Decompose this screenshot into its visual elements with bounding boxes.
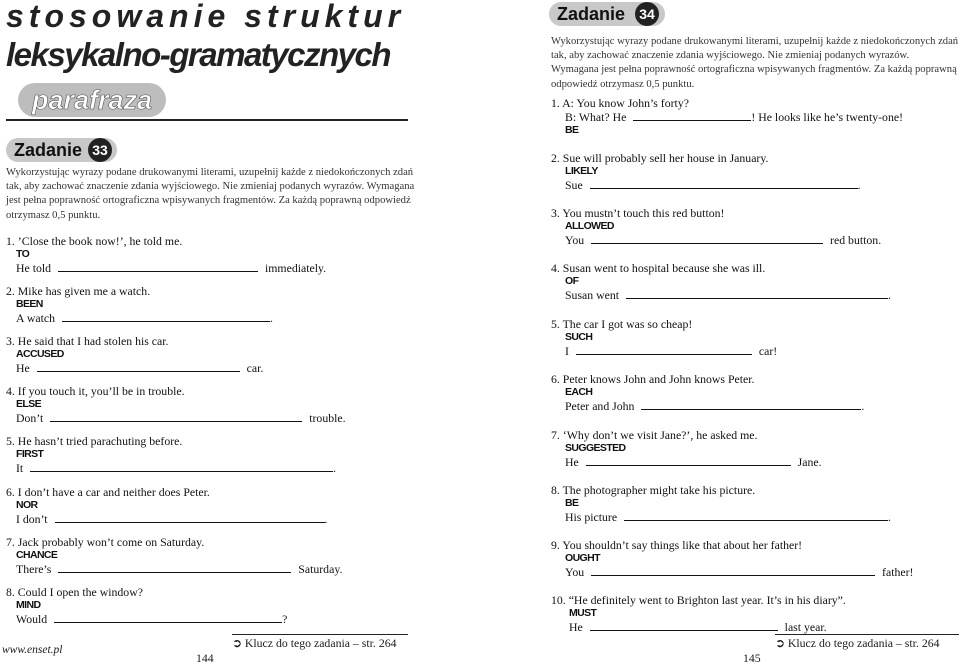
exercise-item bbox=[551, 539, 913, 578]
answer-prefix: Would bbox=[16, 611, 48, 626]
answer-suffix: father! bbox=[882, 564, 914, 579]
answer-blank[interactable] bbox=[590, 620, 778, 631]
exercise-prompt: 4. Susan went to hospital because she was ill. bbox=[551, 261, 766, 275]
section-title-line2: leksykalno-gramatycznych bbox=[6, 36, 391, 73]
answer-suffix: ! He looks like he’s twenty-one! bbox=[751, 109, 904, 124]
task-instruction: Wykorzystując wyrazy podane drukowanymi literami, uzupełnij każde z niedokończonych zdań tak, aby zachować znaczenie zdania wyjściowego. Nie zmieniaj podanych wyrazów. Wymagana jest pełna poprawność ortograficzna wpisywanych fragmentów. Za każdą poprawną odpowiedź otrzymasz 0,5 punktu. bbox=[6, 167, 415, 221]
answer-blank[interactable] bbox=[641, 399, 861, 410]
exercise-prompt: 7. ‘Why don’t we visit Jane?’, he asked me. bbox=[551, 428, 758, 442]
answer-key-rule bbox=[775, 634, 959, 635]
exercise-item bbox=[6, 285, 273, 324]
answer-suffix: Saturday. bbox=[298, 561, 343, 576]
answer-suffix: car! bbox=[758, 343, 778, 358]
exercise-keyword: ALLOWED bbox=[565, 219, 614, 232]
exercise-keyword: NOR bbox=[16, 498, 38, 511]
website-footer: www.enset.pl bbox=[2, 644, 63, 656]
exercise-item bbox=[551, 594, 846, 633]
answer-prefix: He bbox=[16, 360, 30, 375]
answer-blank[interactable] bbox=[37, 361, 240, 372]
answer-prefix: B: What? He bbox=[565, 109, 627, 124]
answer-blank[interactable] bbox=[626, 288, 888, 299]
exercise-keyword: BE bbox=[565, 496, 579, 509]
answer-blank[interactable] bbox=[586, 455, 791, 466]
answer-suffix: . bbox=[888, 509, 891, 524]
exercise-item bbox=[551, 152, 861, 191]
answer-prefix: His picture bbox=[565, 509, 618, 524]
exercise-keyword: SUCH bbox=[565, 330, 593, 343]
exercise-keyword: CHANCE bbox=[16, 548, 58, 561]
exercise-item bbox=[6, 586, 287, 625]
answer-prefix: A watch bbox=[16, 310, 55, 325]
exercise-prompt: 3. You mustn’t touch this red button! bbox=[551, 206, 725, 220]
answer-blank[interactable] bbox=[591, 233, 823, 244]
answer-blank[interactable] bbox=[55, 512, 325, 523]
answer-suffix: . bbox=[888, 287, 891, 302]
exercise-item bbox=[551, 373, 864, 412]
answer-blank[interactable] bbox=[58, 261, 258, 272]
answer-blank[interactable] bbox=[591, 565, 875, 576]
exercise-prompt: 7. Jack probably won’t come on Saturday. bbox=[6, 535, 205, 549]
exercise-keyword: OF bbox=[565, 274, 579, 287]
exercise-item bbox=[551, 262, 891, 301]
task-label: Zadanie bbox=[14, 140, 83, 160]
section-title-line1: stosowanie struktur bbox=[6, 0, 406, 34]
exercise-item bbox=[6, 536, 342, 575]
answer-suffix: . bbox=[857, 177, 861, 192]
exercise-prompt: 5. The car I got was so cheap! bbox=[551, 317, 693, 331]
answer-blank[interactable] bbox=[30, 461, 333, 472]
exercise-item bbox=[6, 385, 346, 424]
answer-blank[interactable] bbox=[590, 178, 858, 189]
exercise-prompt: 8. Could I open the window? bbox=[6, 585, 143, 599]
exercise-prompt: 6. I don’t have a car and neither does Peter. bbox=[6, 485, 210, 499]
answer-prefix: I don’t bbox=[16, 511, 48, 526]
answer-prefix: You bbox=[565, 564, 585, 579]
exercise-item bbox=[6, 435, 336, 474]
task-badge-33 bbox=[6, 138, 117, 162]
answer-suffix: red button. bbox=[830, 232, 882, 247]
exercise-item bbox=[551, 318, 777, 357]
answer-prefix: I bbox=[565, 343, 569, 358]
answer-blank[interactable] bbox=[50, 411, 302, 422]
answer-blank[interactable] bbox=[62, 311, 270, 322]
exercise-keyword: OUGHT bbox=[565, 551, 600, 564]
answer-blank[interactable] bbox=[58, 562, 291, 573]
answer-key-link[interactable]: ➲ Klucz do tego zadania – str. 264 bbox=[775, 636, 940, 650]
answer-prefix: Peter and John bbox=[565, 398, 635, 413]
exercise-item bbox=[551, 207, 881, 246]
answer-blank[interactable] bbox=[576, 344, 752, 355]
answer-blank[interactable] bbox=[54, 612, 282, 623]
exercise-keyword: FIRST bbox=[16, 447, 44, 460]
exercise-prompt: 1. ’Close the book now!’, he told me. bbox=[6, 234, 183, 248]
page-number: 144 bbox=[196, 651, 214, 665]
exercise-keyword: SUGGESTED bbox=[565, 441, 626, 454]
answer-suffix: Jane. bbox=[797, 454, 822, 469]
answer-suffix: . bbox=[861, 398, 865, 413]
task-instruction: Wykorzystując wyrazy podane drukowanymi literami, uzupełnij każde z niedokończonych zdań tak, aby zachować znaczenie zdania wyjściowego. Nie zmieniaj podanych wyrazów. Wymagana jest pełna poprawność ortograficzna wpisywanych fragmentów. Za każdą poprawną odpowiedź otrzymasz 0,5 punktu. bbox=[551, 36, 959, 90]
exercise-prompt: 4. If you touch it, you’ll be in trouble. bbox=[6, 384, 185, 398]
answer-suffix: last year. bbox=[784, 619, 827, 634]
answer-suffix: car. bbox=[246, 360, 264, 375]
exercise-prompt: 9. You shouldn’t say things like that about her father! bbox=[551, 538, 803, 552]
task-badge-34 bbox=[549, 2, 665, 26]
page-number: 145 bbox=[743, 651, 761, 665]
task-label: Zadanie bbox=[557, 4, 626, 24]
exercise-keyword: LIKELY bbox=[565, 164, 598, 177]
exercise-prompt: 5. He hasn’t tried parachuting before. bbox=[6, 434, 183, 448]
exercise-keyword: TO bbox=[16, 247, 30, 260]
answer-suffix: . bbox=[269, 310, 273, 325]
header-rule bbox=[6, 119, 408, 121]
exercise-keyword: ACCUSED bbox=[16, 347, 64, 360]
exercise-keyword: BE bbox=[565, 123, 579, 136]
exercise-prompt: 3. He said that I had stolen his car. bbox=[6, 334, 169, 348]
answer-prefix: There’s bbox=[16, 561, 52, 576]
answer-suffix: immediately. bbox=[264, 260, 327, 275]
answer-suffix: . bbox=[324, 511, 328, 526]
answer-blank[interactable] bbox=[624, 510, 888, 521]
answer-prefix: Don’t bbox=[16, 410, 44, 425]
answer-prefix: He bbox=[569, 619, 583, 634]
exercise-item bbox=[6, 335, 263, 374]
exercise-item bbox=[6, 486, 327, 525]
exercise-keyword: ELSE bbox=[16, 397, 42, 410]
answer-prefix: Susan went bbox=[565, 287, 620, 302]
answer-suffix: . bbox=[333, 460, 337, 475]
exercise-prompt: 2. Mike has given me a watch. bbox=[6, 284, 151, 298]
exercise-keyword: MIND bbox=[16, 598, 41, 611]
exercise-prompt: 6. Peter knows John and John knows Peter. bbox=[551, 372, 755, 386]
exercise-prompt: 1. A: You know John’s forty? bbox=[551, 96, 689, 110]
answer-prefix: Sue bbox=[565, 177, 583, 192]
exercise-keyword: EACH bbox=[565, 385, 593, 398]
exercise-item bbox=[551, 484, 891, 523]
task-number-circle: 33 bbox=[88, 138, 112, 162]
answer-prefix: He bbox=[565, 454, 579, 469]
exercise-keyword: MUST bbox=[569, 606, 597, 619]
exercise-prompt: 2. Sue will probably sell her house in January. bbox=[551, 151, 769, 165]
right-page bbox=[545, 0, 960, 663]
task-number-circle: 34 bbox=[635, 2, 659, 26]
left-page bbox=[0, 0, 425, 663]
section-subtitle-pill: parafraza bbox=[18, 83, 166, 117]
exercise-prompt: 8. The photographer might take his picture. bbox=[551, 483, 756, 497]
exercise-keyword: BEEN bbox=[16, 297, 43, 310]
answer-suffix: trouble. bbox=[309, 410, 346, 425]
answer-blank[interactable] bbox=[633, 110, 751, 121]
exercise-item bbox=[551, 97, 903, 136]
answer-prefix: You bbox=[565, 232, 585, 247]
answer-prefix: It bbox=[16, 460, 24, 475]
exercise-prompt: 10. “He definitely went to Brighton last year. It’s in his diary”. bbox=[551, 593, 846, 607]
exercise-item bbox=[6, 235, 326, 274]
answer-key-rule bbox=[232, 634, 408, 635]
answer-suffix: ? bbox=[282, 611, 288, 626]
answer-prefix: He told bbox=[16, 260, 52, 275]
exercise-item bbox=[551, 429, 822, 468]
answer-key-link[interactable]: ➲ Klucz do tego zadania – str. 264 bbox=[232, 636, 397, 650]
